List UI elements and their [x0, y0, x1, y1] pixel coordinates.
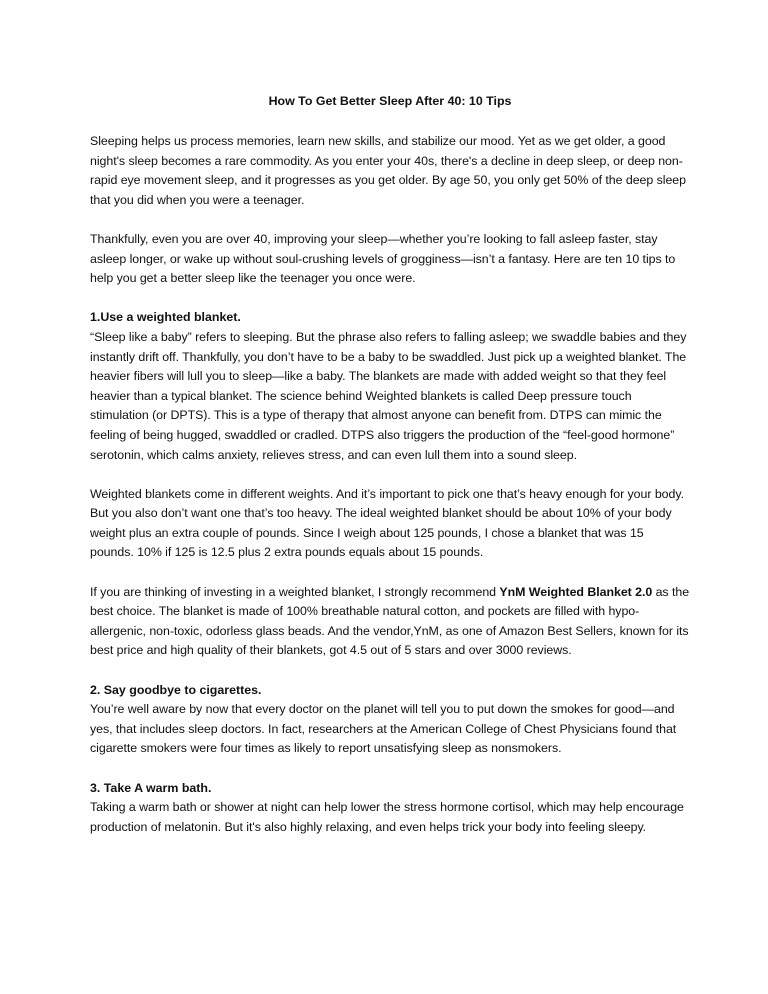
intro-paragraph-1: Sleeping helps us process memories, learn new skills, and stabilize our mood. Yet as we get older, a good night's sleep becomes a rare commodity. As you enter your 40s, there's a decline in deep sleep, or deep non-rapid eye movement sleep, and it progresses as you get older. By age 50, you only get 50% of the deep sleep that you did when you were a teenager.	[90, 134, 686, 207]
intro-paragraph-2: Thankfully, even you are over 40, improving your sleep—whether you’re looking to fall asleep faster, stay asleep longer, or wake up without soul-crushing levels of grogginess—isn’t a fantasy. Here are ten 10 tips to help you get a better sleep like the teenager you once were.	[90, 231, 676, 286]
tip-1-p3-text-after: as the best choice. The blanket is made of 100% breathable natural cotton, and pockets are filled with hypo-allergenic, non-toxic, odorless glass beads. And the vendor,YnM, as one of Amazon Best Sellers, known for its best price and high quality of their blankets, got 4.5 out of 5 stars and over 3000 reviews.	[90, 584, 690, 658]
tip-1-heading: 1.Use a weighted blanket.	[90, 310, 241, 325]
tip-1-p3-text-before: If you are thinking of investing in a weighted blanket, I strongly recommend	[90, 584, 500, 599]
tip-2-heading: 2. Say goodbye to cigarettes.	[90, 682, 262, 697]
tip-1-paragraph-3	[90, 583, 690, 661]
product-name: YnM Weighted Blanket 2.0	[499, 584, 653, 599]
tip-2-paragraph-1: You’re well aware by now that every doctor on the planet will tell you to put down the smokes for good—and yes, that includes sleep doctors. In fact, researchers at the American College of Chest Physicians found that cigarette smokers were four times as likely to report unsatisfying sleep as nonsmokers.	[90, 702, 677, 756]
tip-3-paragraph-1: Taking a warm bath or shower at night can help lower the stress hormone cortisol, which may help encourage production of melatonin. But it's also highly relaxing, and even helps trick your body into feeling sleepy.	[90, 800, 684, 834]
tip-1-paragraph-2: Weighted blankets come in different weights. And it’s important to pick one that’s heavy enough for your body. But you also don’t want one that’s too heavy. The ideal weighted blanket should be about 10% of your body weight plus an extra couple of pounds. Since I weigh about 125 pounds, I chose a blanket that was 15 pounds. 10% if 125 is 12.5 plus 2 extra pounds equals about 15 pounds.	[90, 486, 684, 560]
tip-3-heading: 3. Take A warm bath.	[90, 780, 212, 795]
document-title: How To Get Better Sleep After 40: 10 Tips	[268, 94, 512, 108]
tip-1-paragraph-1: “Sleep like a baby” refers to sleeping. But the phrase also refers to falling asleep; we swaddle babies and they instantly drift off. Thankfully, you don’t have to be a baby to be swaddled. Just pick up a weighted blanket. The heavier fibers will lull you to sleep—like a baby. The blankets are made with added weight so that they feel heavier than a typical blanket. The science behind Weighted blankets is called Deep pressure touch stimulation (or DPTS). This is a type of therapy that almost anyone can benefit from. DTPS can mimic the feeling of being hugged, swaddled or cradled. DTPS also triggers the production of the “feel-good hormone” serotonin, which calms anxiety, relieves stress, and can even lull them into a sound sleep.	[90, 329, 687, 462]
